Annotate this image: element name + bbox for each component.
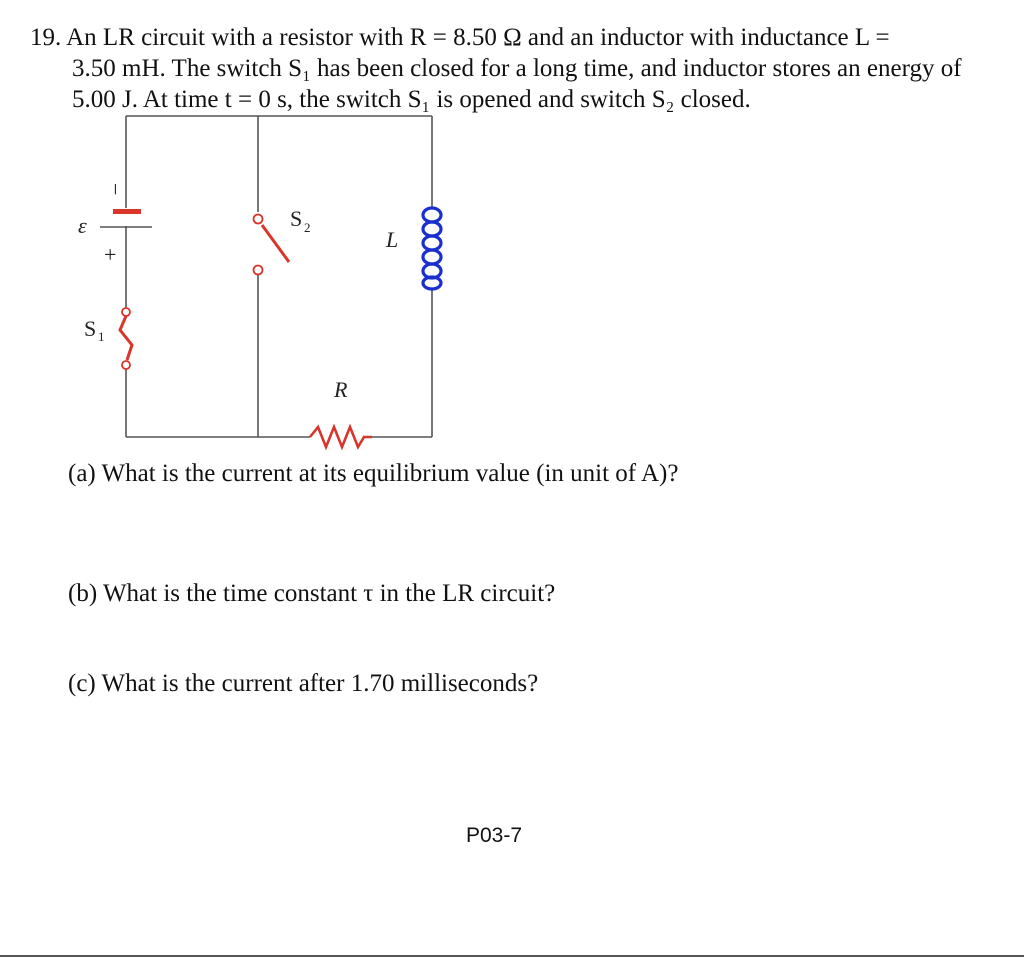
resistor-label: R (334, 377, 348, 402)
s2-label: S (290, 206, 303, 231)
s1-subscript: 1 (98, 329, 105, 344)
inductor-coil (423, 208, 441, 289)
inductor-label: L (386, 227, 399, 252)
problem-line-2: 3.50 mH. The switch S₁ has been closed for a long time, and inductor stores an energy of (72, 55, 962, 82)
switch-s2 (254, 215, 290, 275)
battery-minus-label: − (103, 183, 128, 196)
circuit-wires (126, 116, 432, 437)
problem-line-1: 19. An LR circuit with a resistor with R = 8.50 Ω and an inductor with inductance L = (30, 24, 890, 51)
question-a: (a) What is the current at its equilibrium value (in unit of A)? (68, 460, 679, 487)
battery-plus-label: + (104, 242, 117, 267)
bottom-divider (0, 955, 1024, 957)
lr-circuit-diagram (0, 0, 1024, 460)
s1-label: S (84, 316, 97, 341)
emf-label: ε (78, 213, 87, 238)
question-b: (b) What is the time constant τ in the LR circuit? (68, 580, 556, 607)
s2-subscript: 2 (304, 220, 311, 235)
question-c: (c) What is the current after 1.70 milliseconds? (68, 670, 539, 697)
page-code: P03-7 (466, 824, 523, 847)
switch-s1 (120, 308, 132, 369)
problem-line-3: 5.00 J. At time t = 0 s, the switch S₁ is opened and switch S₂ closed. (72, 86, 751, 113)
resistor-zigzag (310, 427, 372, 447)
battery-symbol (100, 209, 152, 227)
